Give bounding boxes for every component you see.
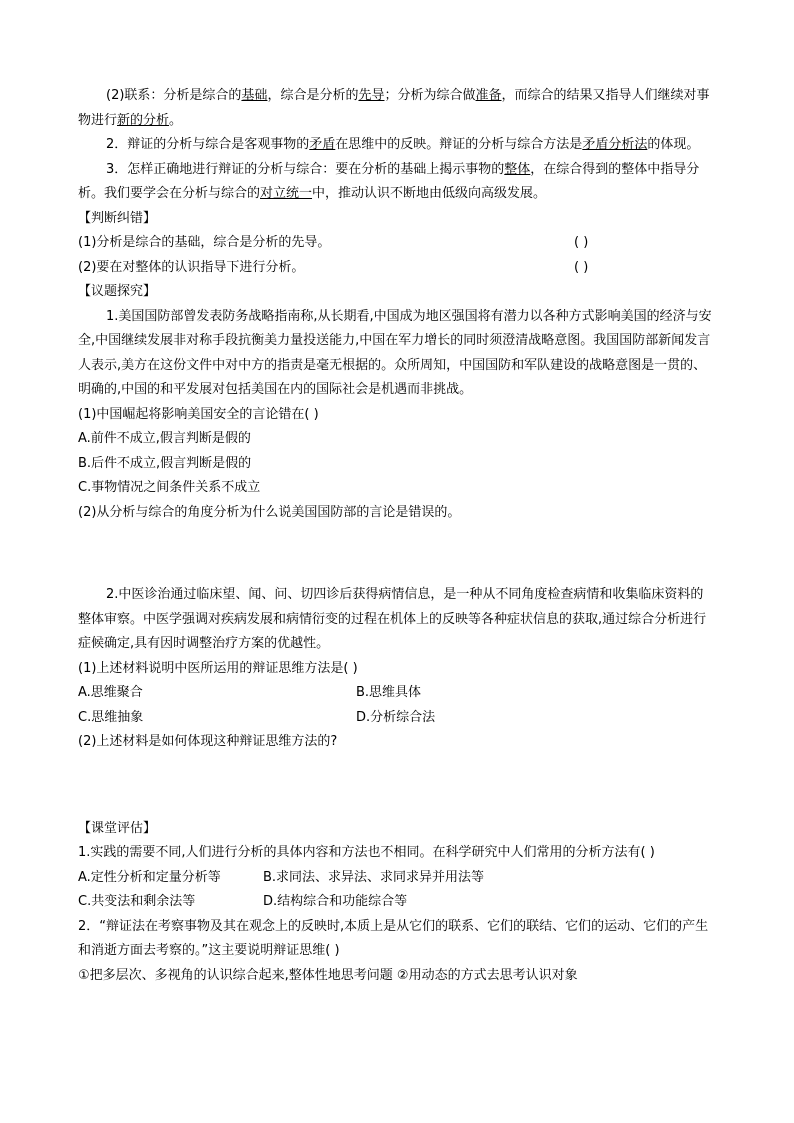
answer-space [78, 755, 716, 817]
question-material: 1.美国国防部曾发表防务战略指南称,从长期看,中国成为地区强国将有潜力以各种方式影响美国的经济与安全,中国继续发展非对称手段抗衡美力量投送能力,中国在军力增长的同时须澄清战略意图。我国国防部新闻发言人表示,美方在这份文件中对中方的指责是毫无根据的。众所周知，中国国防和军队建设的战略意图是一贯的、明确的,中国的和平发展对包括美国在内的国际社会是机遇而非挑战。 [78, 308, 712, 397]
answer-space [78, 525, 716, 583]
option-row [78, 866, 716, 891]
document-page [78, 84, 716, 988]
question-sub: (1)上述材料说明中医所运用的辩证思维方法是( ) [78, 660, 358, 676]
question: 1.实践的需要不同,人们进行分析的具体内容和方法也不相同。在科学研究中人们常用的分析方法有( ) [78, 845, 655, 860]
option-row [78, 681, 716, 706]
judge-item: (2)要在对整体的认识指导下进行分析。 ( ) [78, 259, 589, 275]
section-title-explore: 【议题探究】 [78, 284, 157, 299]
option-row [78, 706, 716, 731]
judge-item: (1)分析是综合的基础，综合是分析的先导。 ( ) [78, 235, 589, 250]
question: 2．“辩证法在考察事物及其在观念上的反映时,本质上是从它们的联系、它们的联结、它们的运动、它们的产生和消逝方面去考察的。”这主要说明辩证思维( ) [78, 918, 709, 958]
paragraph-method: 3．怎样正确地进行辩证的分析与综合：要在分析的基础上揭示事物的整体，在综合得到的整体中指导分析。我们要学会在分析与综合的对立统一中，推动认识不断地由低级向高级发展。 [78, 161, 700, 201]
option: A.定性分析和定量分析等 [78, 869, 221, 885]
statement-line: ①把多层次、多视角的认识综合起来,整体性地思考问题 ②用动态的方式去思考认识对象 [78, 967, 578, 983]
option: C.共变法和剩余法等 [78, 894, 196, 909]
option-row [78, 890, 716, 915]
question-sub: (2)上述材料是如何体现这种辩证思维方法的? [78, 734, 338, 749]
option: C.事物情况之间条件关系不成立 [78, 480, 261, 495]
option: A.前件不成立,假言判断是假的 [78, 431, 251, 446]
option: B.后件不成立,假言判断是假的 [78, 455, 252, 471]
section-title-judge: 【判断纠错】 [78, 210, 157, 226]
question-sub: (2)从分析与综合的角度分析为什么说美国国防部的言论是错误的。 [78, 504, 461, 520]
question-material: 2.中医诊治通过临床望、闻、问、切四诊后获得病情信息，是一种从不同角度检查病情和收集临床资料的整体审察。中医学强调对疾病发展和病情衍变的过程在机体上的反映等各种症状信息的获取,通过综合分析进行症候确定,具有因时调整治疗方案的优越性。 [78, 587, 707, 651]
option: A.思维聚合 [78, 685, 143, 700]
option: C.思维抽象 [78, 709, 144, 725]
paragraph-dialectic: 2．辩证的分析与综合是客观事物的矛盾在思维中的反映。辩证的分析与综合方法是矛盾分析法的体现。 [106, 137, 700, 152]
option: B.思维具体 [356, 685, 422, 700]
option: D.结构综合和功能综合等 [263, 894, 408, 909]
section-title-eval: 【课堂评估】 [78, 820, 157, 836]
option: B.求同法、求异法、求同求异并用法等 [263, 869, 485, 885]
option: D.分析综合法 [356, 709, 436, 725]
paragraph-relation: (2)联系：分析是综合的基础，综合是分析的先导；分析为综合做准备，而综合的结果又指导人们继续对事物进行新的分析。 [78, 88, 710, 128]
question-sub: (1)中国崛起将影响美国安全的言论错在( ) [78, 406, 319, 422]
